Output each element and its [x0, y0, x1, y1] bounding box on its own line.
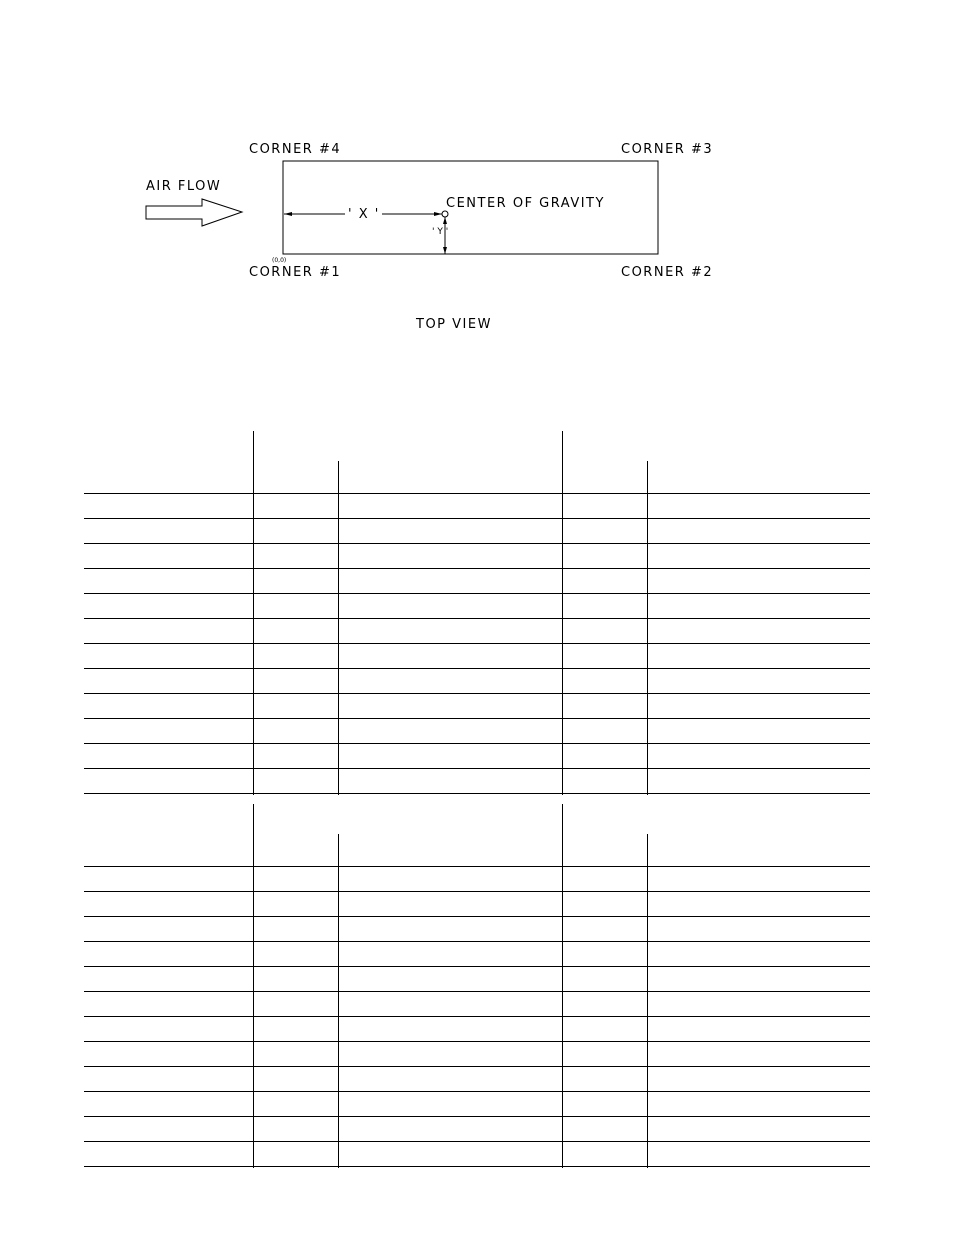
table-2-row-line — [84, 941, 870, 942]
table-1-column-divider — [562, 431, 563, 795]
center-of-gravity-marker-icon — [442, 211, 448, 217]
table-1-row-line — [84, 568, 870, 569]
table-2-row-line — [84, 866, 870, 867]
table-2-column-divider — [647, 834, 648, 1168]
y-dimension-arrowhead-bottom-icon — [443, 247, 447, 254]
x-dimension-arrowhead-right-icon — [434, 212, 442, 216]
table-1-column-divider — [338, 461, 339, 795]
table-1-row-line — [84, 718, 870, 719]
y-dimension-arrowhead-top-icon — [443, 217, 447, 224]
table-2-row-line — [84, 1166, 870, 1167]
table-2-row-line — [84, 1041, 870, 1042]
corner-2-label: CORNER #2 — [621, 265, 714, 280]
top-view-diagram — [0, 0, 954, 350]
corner-3-label: CORNER #3 — [621, 142, 714, 157]
weight-table-2 — [84, 804, 870, 1168]
table-1-column-divider — [647, 461, 648, 795]
origin-label: (0,0) — [272, 257, 287, 264]
table-2-row-line — [84, 991, 870, 992]
table-1-row-line — [84, 493, 870, 494]
x-dimension-label: ' X ' — [348, 207, 380, 222]
table-1-row-line — [84, 518, 870, 519]
table-1-row-line — [84, 693, 870, 694]
table-1-row-line — [84, 618, 870, 619]
table-1-column-divider — [253, 431, 254, 795]
x-dimension-arrowhead-left-icon — [284, 212, 292, 216]
table-1-row-line — [84, 793, 870, 794]
corner-1-label: CORNER #1 — [249, 265, 342, 280]
table-2-row-line — [84, 1091, 870, 1092]
table-2-column-divider — [253, 804, 254, 1168]
table-1-row-line — [84, 743, 870, 744]
table-2-row-line — [84, 916, 870, 917]
table-2-column-divider — [562, 804, 563, 1168]
table-1-row-line — [84, 593, 870, 594]
table-2-row-line — [84, 1016, 870, 1017]
table-1-row-line — [84, 643, 870, 644]
air-flow-label: AIR FLOW — [146, 179, 222, 194]
table-2-row-line — [84, 1116, 870, 1117]
table-2-row-line — [84, 1141, 870, 1142]
center-of-gravity-label: CENTER OF GRAVITY — [446, 196, 605, 211]
corner-4-label: CORNER #4 — [249, 142, 342, 157]
air-flow-arrow-icon — [146, 199, 242, 226]
table-2-row-line — [84, 1066, 870, 1067]
view-title: TOP VIEW — [416, 317, 492, 332]
y-dimension-label: ' Y ' — [432, 227, 449, 237]
table-2-row-line — [84, 891, 870, 892]
table-1-row-line — [84, 668, 870, 669]
weight-table-1 — [84, 431, 870, 795]
table-2-row-line — [84, 966, 870, 967]
table-1-row-line — [84, 543, 870, 544]
table-2-column-divider — [338, 834, 339, 1168]
table-1-row-line — [84, 768, 870, 769]
